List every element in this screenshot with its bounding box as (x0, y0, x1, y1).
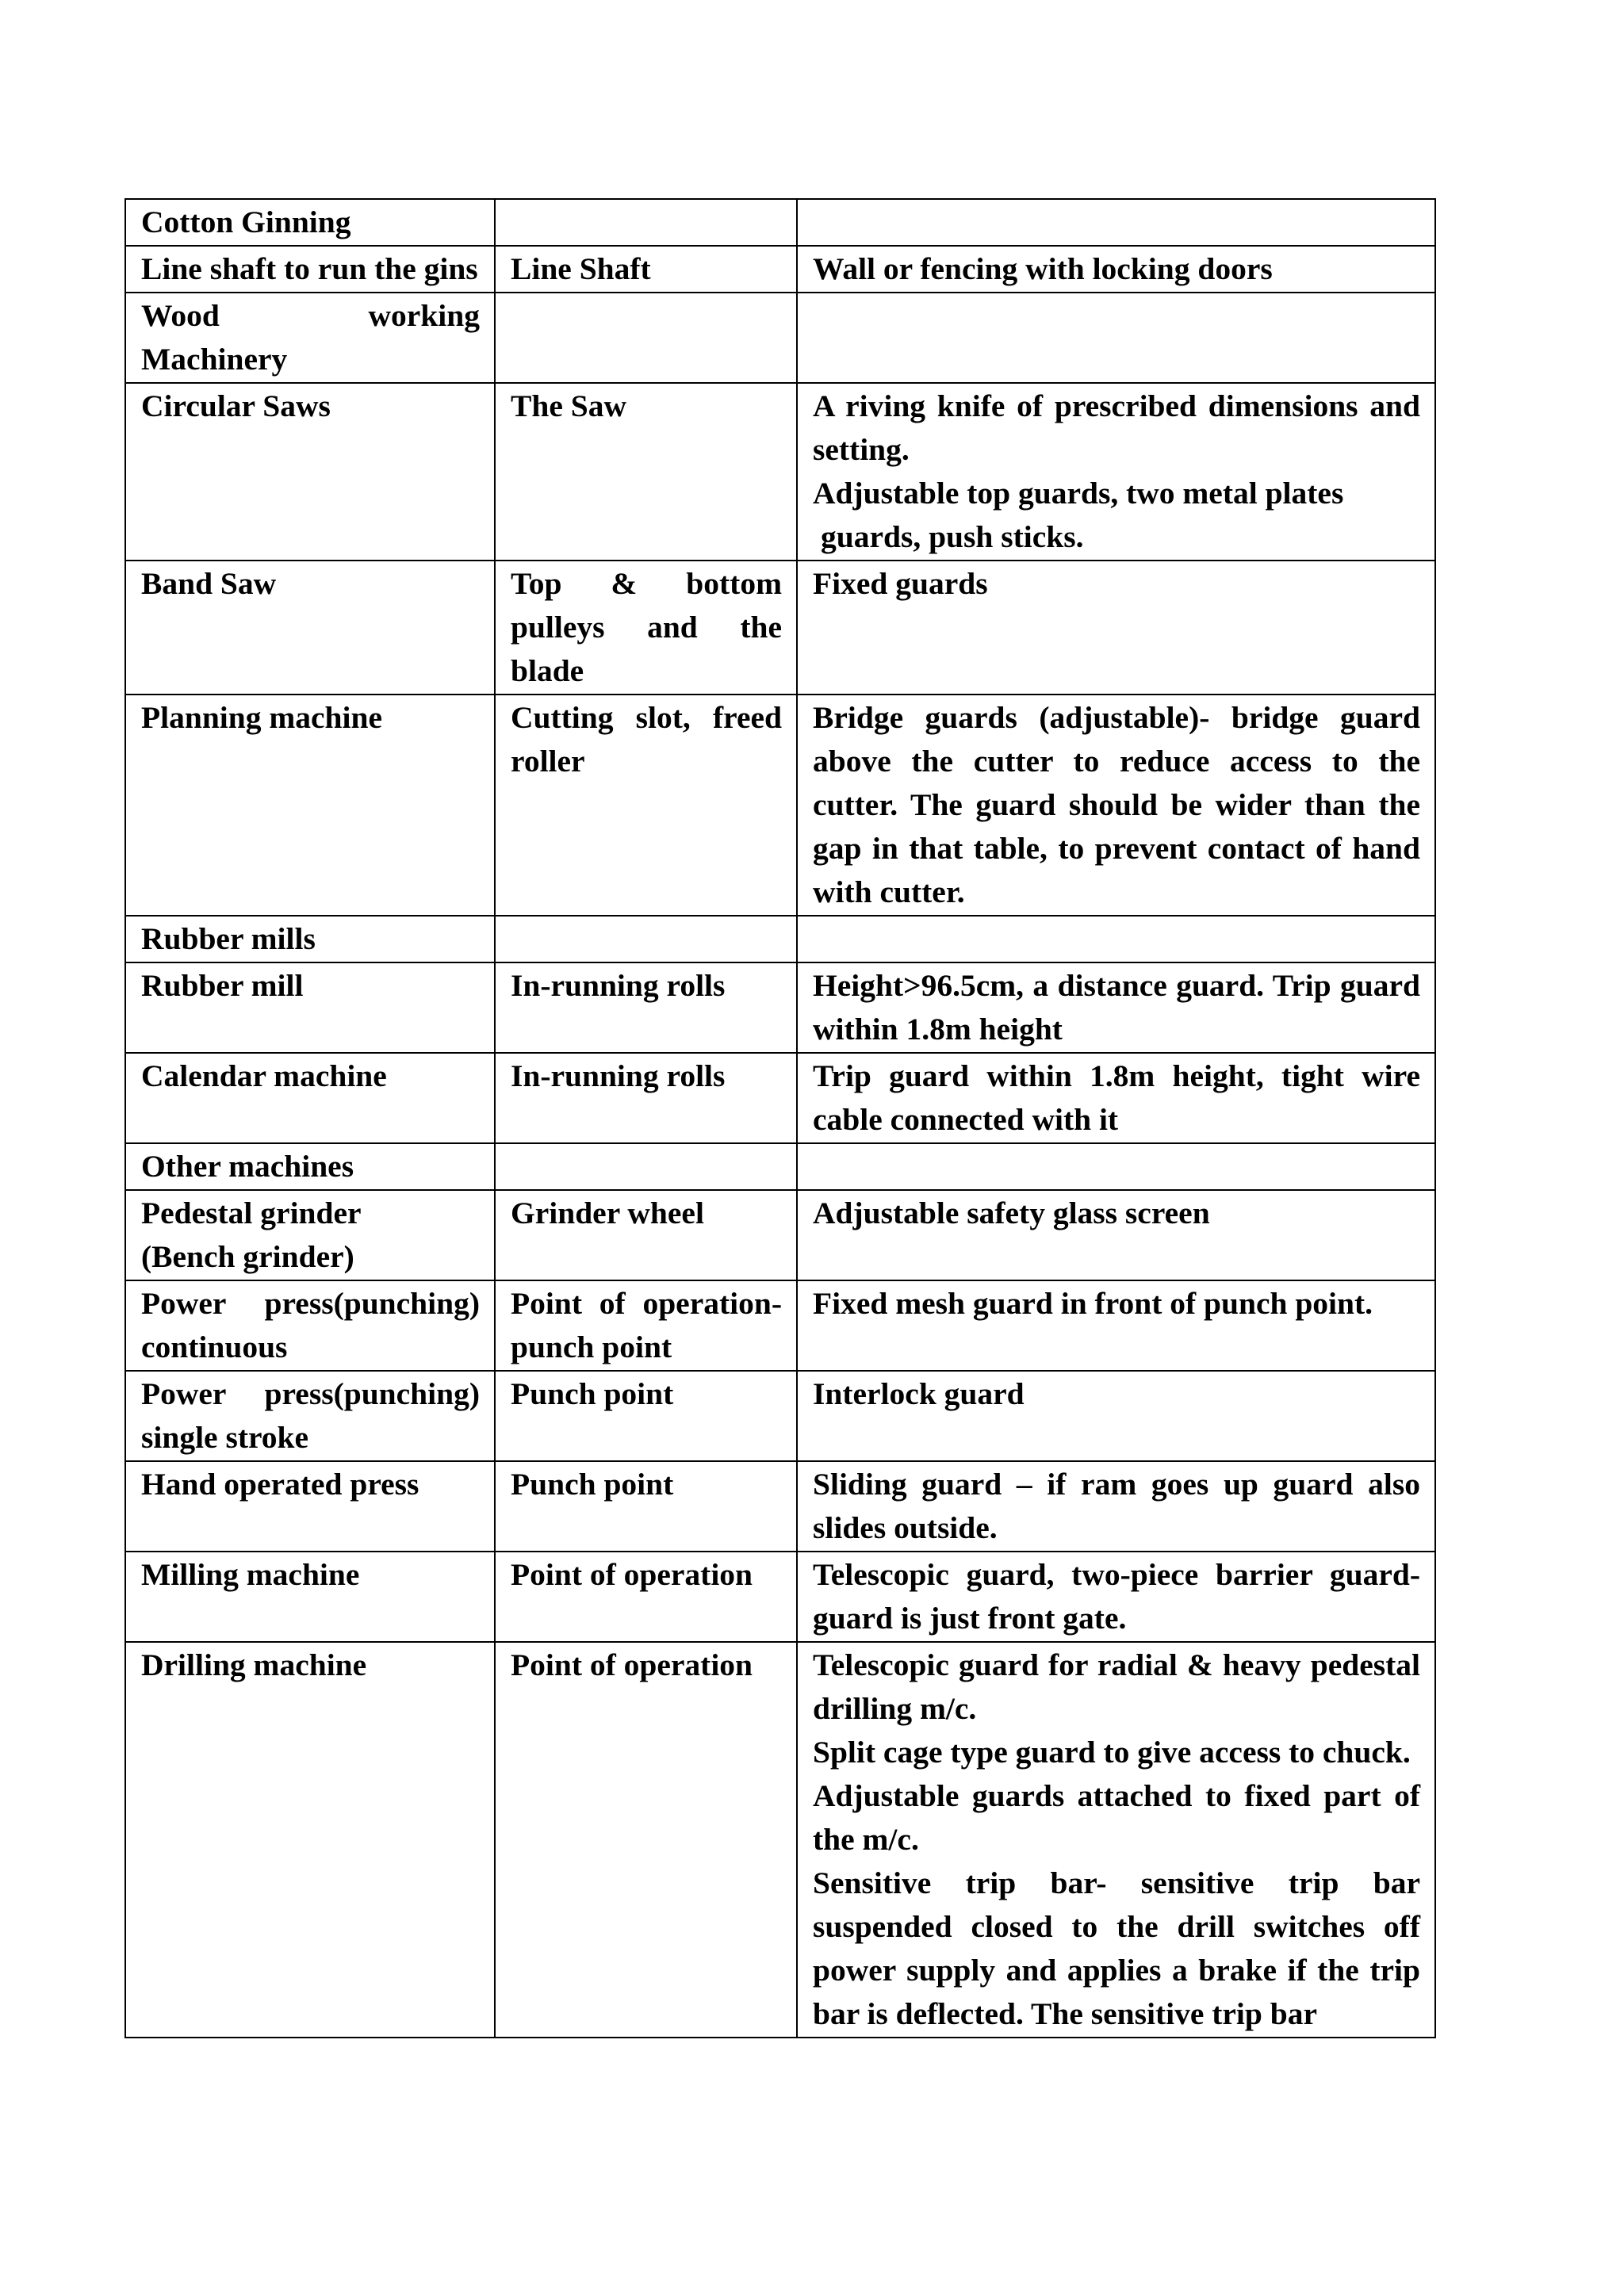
machine-cell (125, 293, 495, 383)
cell-text: Adjustable safety glass screen (813, 1196, 1210, 1230)
danger-point-cell (495, 199, 797, 246)
cell-text: Wall or fencing with locking doors (813, 251, 1273, 286)
cell-text: Split cage type guard to give access to chuck. (813, 1735, 1411, 1770)
machine-cell (125, 1552, 495, 1642)
cell-text: Point of operation (511, 1647, 753, 1682)
table-row (125, 916, 1435, 962)
cell-text: Other machines (141, 1149, 354, 1184)
danger-point-cell (495, 916, 797, 962)
table-row (125, 1552, 1435, 1642)
danger-point-cell (495, 1552, 797, 1642)
machine-cell (125, 199, 495, 246)
cell-text: Calendar machine (141, 1058, 387, 1093)
cell-text: Cutting slot, freed roller (511, 700, 782, 779)
cell-text: Line Shaft (511, 251, 651, 286)
guard-cell (797, 1552, 1435, 1642)
table-row (125, 199, 1435, 246)
cell-text: The Saw (511, 388, 626, 423)
cell-text: guards, push sticks. (821, 519, 1084, 554)
cell-text: Punch point (511, 1376, 674, 1411)
cell-text: Point of operation- punch point (511, 1286, 782, 1364)
cell-text: Rubber mills (141, 921, 316, 956)
machine-cell (125, 383, 495, 561)
machine-cell (125, 246, 495, 293)
cell-text: Power press(punching) continuous (141, 1286, 480, 1364)
cell-text: Punch point (511, 1467, 674, 1502)
danger-point-cell (495, 1461, 797, 1552)
guard-cell (797, 1280, 1435, 1371)
cell-text: (Bench grinder) (141, 1239, 354, 1274)
cell-text: Power press(punching) single stroke (141, 1376, 480, 1455)
cell-text: Grinder wheel (511, 1196, 704, 1230)
table-row (125, 383, 1435, 561)
table-row (125, 293, 1435, 383)
cell-text: Telescopic guard for radial & heavy pedestal drilling m/c. (813, 1647, 1420, 1726)
table-row (125, 1143, 1435, 1190)
machine-cell (125, 1190, 495, 1280)
machine-cell (125, 1371, 495, 1461)
guard-cell (797, 293, 1435, 383)
cell-text: Pedestal grinder (141, 1196, 362, 1230)
guard-cell (797, 1642, 1435, 2038)
guard-cell (797, 1190, 1435, 1280)
table-row (125, 1642, 1435, 2038)
machine-cell (125, 1143, 495, 1190)
cell-text: Line shaft to run the gins (141, 251, 478, 286)
guard-cell (797, 199, 1435, 246)
cell-text: Circular Saws (141, 388, 331, 423)
guard-cell (797, 561, 1435, 695)
machine-cell (125, 695, 495, 916)
machine-cell (125, 1461, 495, 1552)
machine-cell (125, 1642, 495, 2038)
danger-point-cell (495, 561, 797, 695)
table-body (125, 199, 1435, 2038)
cell-text: Trip guard within 1.8m height, tight wire cable connected with it (813, 1058, 1420, 1137)
cell-text: In-running rolls (511, 1058, 726, 1093)
cell-text: Height>96.5cm, a distance guard. Trip guard within 1.8m height (813, 968, 1420, 1047)
guard-cell (797, 962, 1435, 1053)
machine-cell (125, 561, 495, 695)
cell-text: Fixed guards (813, 566, 988, 601)
table-row (125, 1461, 1435, 1552)
machine-cell (125, 962, 495, 1053)
guard-cell (797, 246, 1435, 293)
table-row (125, 1053, 1435, 1143)
danger-point-cell (495, 695, 797, 916)
danger-point-cell (495, 1053, 797, 1143)
danger-point-cell (495, 383, 797, 561)
guard-cell (797, 1461, 1435, 1552)
cell-text: Rubber mill (141, 968, 304, 1003)
guard-cell (797, 383, 1435, 561)
cell-text: Wood working Machinery (141, 298, 480, 377)
guard-cell (797, 916, 1435, 962)
table-row (125, 1190, 1435, 1280)
cell-text: Sensitive trip bar- sensitive trip bar suspended closed to the drill switches off power supply and applies a brake if the trip bar is deflected. The sensitive trip bar (813, 1866, 1420, 2031)
cell-text: Hand operated press (141, 1467, 419, 1502)
guard-cell (797, 1053, 1435, 1143)
guard-cell (797, 695, 1435, 916)
cell-text: Sliding guard – if ram goes up guard also slides outside. (813, 1467, 1420, 1545)
cell-text: In-running rolls (511, 968, 726, 1003)
cell-text: Cotton Ginning (141, 205, 351, 239)
cell-text: Bridge guards (adjustable)- bridge guard above the cutter to reduce access to the cutter. The guard should be wider than the gap in that table, to prevent contact of hand with cutter. (813, 700, 1420, 909)
cell-text: A riving knife of prescribed dimensions and setting. (813, 388, 1420, 467)
table-row (125, 695, 1435, 916)
cell-text: Point of operation (511, 1557, 753, 1592)
cell-text: Top & bottom pulleys and the blade (511, 566, 782, 688)
machine-guarding-table (124, 198, 1436, 2038)
danger-point-cell (495, 962, 797, 1053)
danger-point-cell (495, 1190, 797, 1280)
cell-text: Interlock guard (813, 1376, 1025, 1411)
cell-text: Milling machine (141, 1557, 360, 1592)
danger-point-cell (495, 1280, 797, 1371)
danger-point-cell (495, 1143, 797, 1190)
guard-cell (797, 1371, 1435, 1461)
cell-text: Adjustable guards attached to fixed part of the m/c. (813, 1778, 1420, 1857)
cell-text: Planning machine (141, 700, 382, 735)
table-row (125, 246, 1435, 293)
cell-text: Drilling machine (141, 1647, 367, 1682)
machine-cell (125, 916, 495, 962)
table-row (125, 1280, 1435, 1371)
cell-text: Band Saw (141, 566, 277, 601)
cell-text: Fixed mesh guard in front of punch point. (813, 1286, 1373, 1321)
cell-text: Adjustable top guards, two metal plates (813, 476, 1344, 511)
table-row (125, 1371, 1435, 1461)
guard-cell (797, 1143, 1435, 1190)
danger-point-cell (495, 1642, 797, 2038)
cell-text: Telescopic guard, two-piece barrier guard- guard is just front gate. (813, 1557, 1420, 1636)
danger-point-cell (495, 246, 797, 293)
table-row (125, 962, 1435, 1053)
danger-point-cell (495, 293, 797, 383)
machine-cell (125, 1053, 495, 1143)
danger-point-cell (495, 1371, 797, 1461)
table-row (125, 561, 1435, 695)
machine-cell (125, 1280, 495, 1371)
